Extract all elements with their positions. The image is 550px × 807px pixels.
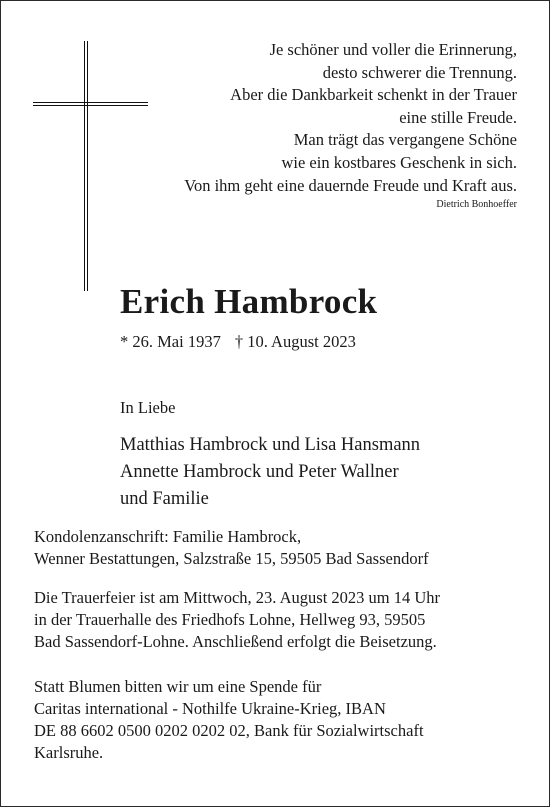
- poem-line: Je schöner und voller die Erinnerung,: [269, 40, 517, 59]
- ceremony-line: Bad Sassendorf-Lohne. Anschließend erfolgt die Beisetzung.: [34, 632, 437, 651]
- poem-line: eine stille Freude.: [399, 107, 517, 127]
- poem-author: Dietrich Bonhoeffer: [436, 199, 517, 211]
- cross-vertical-bar: [84, 41, 88, 291]
- donation-info: [34, 676, 424, 764]
- donation-line: Karlsruhe.: [34, 743, 104, 762]
- poem-line: Man trägt das vergangene Schöne: [293, 130, 517, 150]
- poem-line: Von ihm geht eine dauernde Freude und Kraft aus.: [184, 175, 517, 195]
- mourner-line: Annette Hambrock und Peter Wallner: [120, 462, 399, 482]
- poem-quote: [97, 39, 517, 212]
- condolence-line: Wenner Bestattungen, Salzstraße 15, 59505 Bad Sassendorf: [34, 549, 429, 568]
- donation-line: Statt Blumen bitten wir um eine Spende für: [34, 677, 322, 696]
- poem-line: wie ein kostbares Geschenk in sich.: [281, 152, 517, 172]
- mourner-line: und Familie: [120, 489, 209, 509]
- mourners-intro: In Liebe: [120, 398, 176, 417]
- ceremony-info: [34, 587, 440, 653]
- poem-line: Aber die Dankbarkeit schenkt in der Trauer: [230, 85, 517, 105]
- condolence-line: Kondolenzanschrift: Familie Hambrock,: [34, 527, 302, 546]
- deceased-name: Erich Hambrock: [120, 282, 378, 321]
- life-dates: [120, 332, 356, 352]
- donation-line: DE 88 6602 0500 0202 0202 02, Bank für Sozialwirtschaft: [34, 721, 424, 740]
- donation-line: Caritas international - Nothilfe Ukraine-Krieg, IBAN: [34, 699, 386, 718]
- mourners-list: [120, 432, 420, 513]
- death-date: † 10. August 2023: [234, 332, 356, 351]
- mourner-line: Matthias Hambrock und Lisa Hansmann: [120, 435, 421, 455]
- condolence-address: [34, 526, 429, 570]
- ceremony-line: Die Trauerfeier ist am Mittwoch, 23. August 2023 um 14 Uhr: [34, 588, 441, 607]
- birth-date: * 26. Mai 1937: [120, 332, 221, 351]
- poem-line: desto schwerer die Trennung.: [322, 62, 517, 82]
- ceremony-line: in der Trauerhalle des Friedhofs Lohne, Hellweg 93, 59505: [34, 610, 426, 629]
